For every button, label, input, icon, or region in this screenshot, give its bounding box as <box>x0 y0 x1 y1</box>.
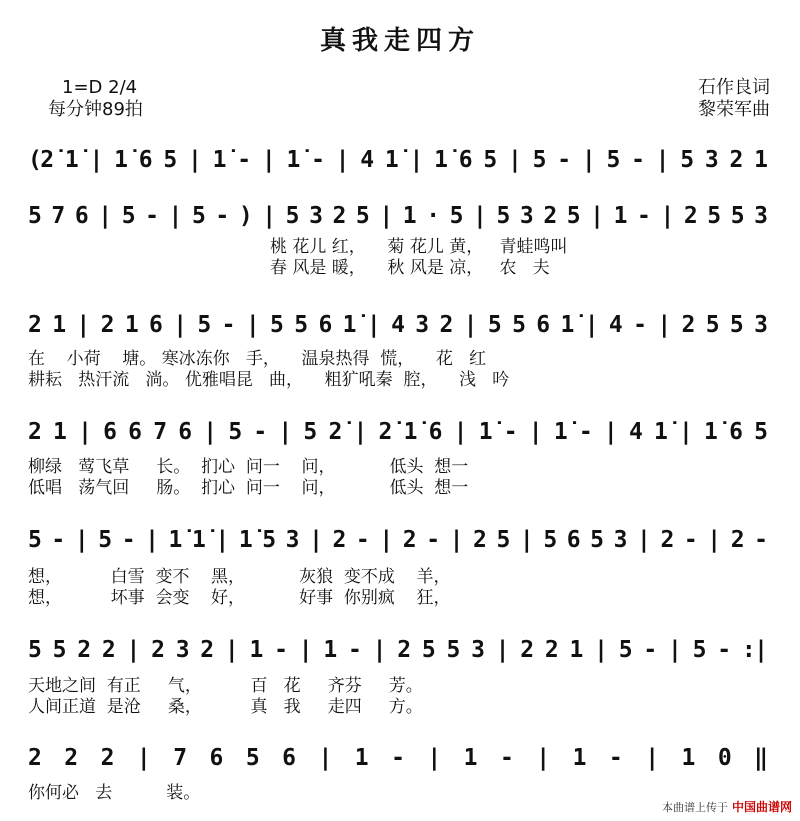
lyricist-credit: 石作良词 <box>698 77 770 98</box>
staff-system-6 <box>28 630 773 670</box>
lyric-verse-1-line-2: 桃 花儿 红， 菊 花儿 黄， 青蛙鸣叫 <box>270 237 568 257</box>
notation-line-2: 5 7 6 | 5 - | 5 - ) | 5 3 2 5 | 1 · 5 | 5 3 2 5 | 1 - | 2 5 5 3 <box>28 203 768 229</box>
tempo-marking: 每分钟89拍 <box>48 99 143 120</box>
notation-line-6: 5 5 2 2 | 2 3 2 | 1 - | 1 - | 2 5 5 3 | 2 2 1 | 5 - | 5 - :| <box>28 637 768 663</box>
staff-system-2 <box>28 196 773 236</box>
lyric-verse-2-line-4: 低唱 荡气回 肠。 扪心 问一 问， 低头 想一 <box>28 478 469 498</box>
notation-line-7: 2 2 2 | 7 6 5 6 | 1 - | 1 - | 1 - | 1 0 ‖ <box>28 745 769 771</box>
staff-system-7 <box>28 738 773 778</box>
staff-system-4 <box>28 412 773 452</box>
staff-system-5 <box>28 520 773 560</box>
site-logo[interactable]: 中国曲谱网 <box>731 800 792 814</box>
footer-text: 本曲谱上传于 <box>661 801 728 814</box>
page-title: 真我走四方 <box>319 26 480 56</box>
notation-line-3: 2 1 | 2 1 6 | 5 - | 5 5 6 1̇ | 4 3 2 | 5 5 6 1̇ | 4 - | 2 5 5 3 <box>28 312 768 338</box>
upload-footer <box>662 798 792 815</box>
notation-line-1: (2̇ 1̇ | 1̇ 6 5 | 1̇ - | 1̇ - | 4 1̇ | 1̇ 6 5 | 5 - | 5 - | 5 3 2 1 <box>28 147 768 173</box>
lyric-verse-2-line-3: 耕耘 热汗流 淌。 优雅唱昆 曲， 粗犷吼秦 腔， 浅 吟 <box>28 370 510 390</box>
lyric-verse-1-line-7: 你何必 去 装。 <box>28 783 201 803</box>
composer-credit: 黎荣军曲 <box>698 99 770 120</box>
lyric-verse-2-line-5: 想， 坏事 会变 好， 好事 你别疯 狂， <box>28 588 451 608</box>
lyric-verse-2-line-6: 人间正道 是沧 桑， 真 我 走四 方。 <box>28 697 423 717</box>
staff-system-3 <box>28 305 773 345</box>
staff-system-1 <box>28 140 773 180</box>
lyric-verse-1-line-6: 天地之间 有正 气， 百 花 齐芬 芳。 <box>28 676 423 696</box>
lyric-verse-2-line-2: 春 风是 暖， 秋 风是 凉， 农 夫 <box>270 258 550 278</box>
key-signature: 1=D 2/4 <box>62 77 138 98</box>
notation-line-4: 2 1 | 6 6 7 6 | 5 - | 5 2̇ | 2̇ 1̇ 6 | 1̇ - | 1̇ - | 4 1̇ | 1̇ 6 5 <box>28 419 768 445</box>
lyric-verse-1-line-4: 柳绿 莺飞草 长。 扪心 问一 问， 低头 想一 <box>28 457 469 477</box>
notation-line-5: 5 - | 5 - | 1̇ 1̇ | 1̇ 5 3 | 2 - | 2 - | 2 5 | 5 6 5 3 | 2 - | 2 - <box>28 527 768 553</box>
lyric-verse-1-line-5: 想， 白雪 变不 黑， 灰狼 变不成 羊， <box>28 567 451 587</box>
lyric-verse-1-line-3: 在 小荷 塘。 寒冰冻你 手， 温泉热得 慌， 花 红 <box>28 349 487 369</box>
